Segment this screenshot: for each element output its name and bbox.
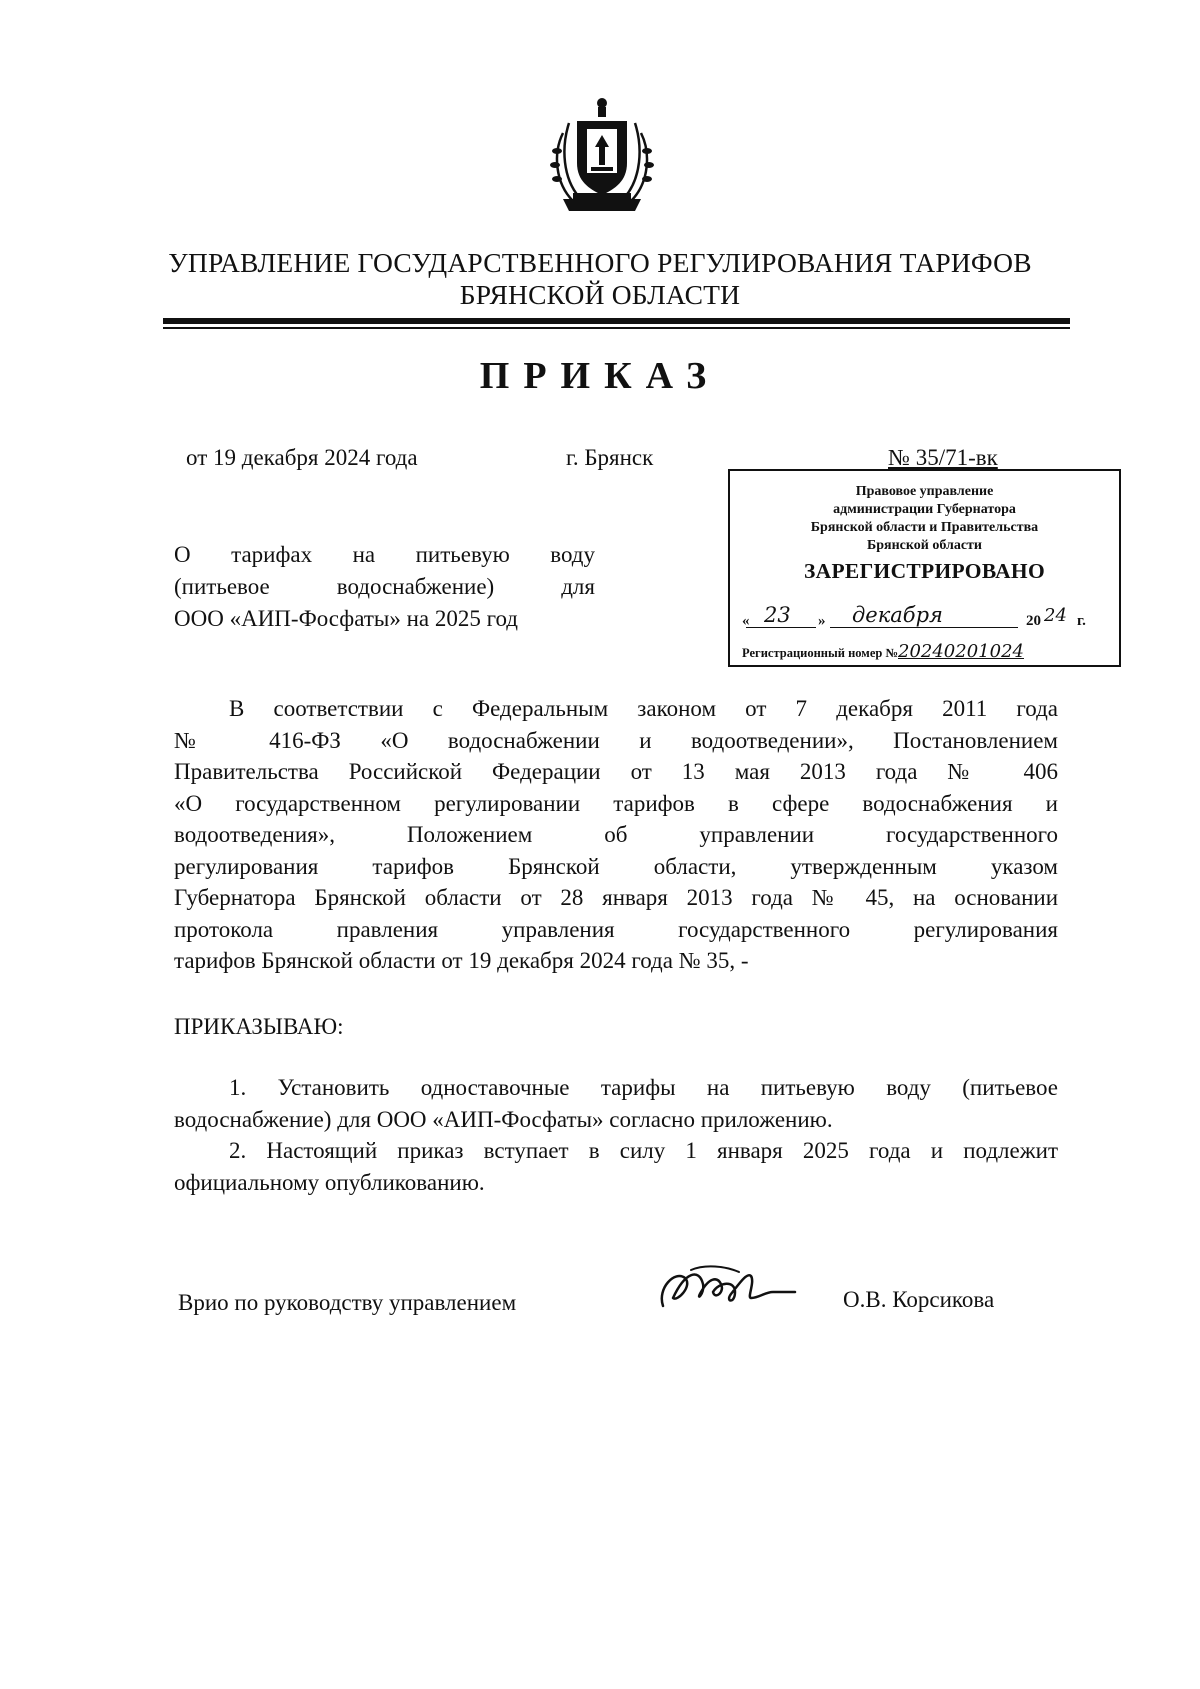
subject-line: О тарифах на питьевую воду	[174, 542, 595, 567]
document-city: г. Брянск	[566, 445, 654, 470]
stamp-reg-number: 20240201024	[898, 641, 1024, 662]
order-item-2	[174, 1135, 1058, 1198]
preamble-line: № 416-ФЗ «О водоснабжении и водоотведении», Постановлением	[174, 727, 1058, 753]
subject-line: (питьевое водоснабжение) для	[174, 574, 595, 599]
stamp-registration-number-line	[742, 641, 1116, 662]
preamble-line: В соответствии с Федеральным законом от 7 декабря 2011 года	[229, 696, 1058, 721]
preamble-line: тарифов Брянской области от 19 декабря 2024 года № 35, -	[174, 948, 749, 973]
handwritten-signature	[655, 1258, 805, 1318]
stamp-org-line: Брянской области	[866, 538, 982, 553]
stamp-organization	[730, 483, 1119, 555]
document-title: ПРИКАЗ	[479, 355, 721, 397]
preamble-line: «О государственном регулировании тарифов в сфере водоснабжения и	[174, 790, 1058, 816]
stamp-day: 23	[764, 603, 791, 627]
header-divider-thin	[163, 327, 1070, 329]
order-item-line: 2. Настоящий приказ вступает в силу 1 января 2025 года и подлежит	[229, 1138, 1058, 1163]
preamble-line: протокола правления управления государственного регулирования	[174, 916, 1058, 942]
stamp-date-line: « 23 » декабря 20 24 г.	[742, 603, 1086, 629]
preamble-line: регулирования тарифов Брянской области, утвержденным указом	[174, 853, 1058, 879]
signatory-name: О.В. Корсикова	[843, 1287, 995, 1312]
order-item-line: водоснабжение) для ООО «АИП-Фосфаты» согласно приложению.	[174, 1106, 833, 1132]
document-date: от 19 декабря 2024 года	[186, 445, 418, 470]
order-item-line: официальному опубликованию.	[174, 1169, 485, 1195]
preamble-line: водоотведения», Положением об управлении государственного	[174, 822, 1058, 847]
agency-name-line-2: БРЯНСКОЙ ОБЛАСТИ	[459, 279, 741, 310]
header-divider-thick	[163, 318, 1070, 324]
stamp-year-suffix: 24	[1044, 605, 1067, 626]
order-word: ПРИКАЗЫВАЮ:	[174, 1014, 344, 1039]
preamble-line: Правительства Российской Федерации от 13 мая 2013 года № 406	[174, 759, 1058, 784]
order-item-1	[174, 1072, 1058, 1135]
registration-stamp	[728, 469, 1121, 667]
preamble-paragraph	[174, 693, 1058, 977]
signatory-position: Врио по руководству управлением	[178, 1290, 517, 1315]
document-subject	[174, 539, 595, 635]
subject-line: ООО «АИП-Фосфаты» на 2025 год	[174, 606, 518, 631]
stamp-org-line: администрации Губернатора	[833, 502, 1016, 517]
stamp-reg-label: Регистрационный номер №	[742, 646, 898, 660]
order-item-line: 1. Установить одноставочные тарифы на питьевую воду (питьевое	[229, 1075, 1058, 1100]
stamp-year-end: г.	[1077, 613, 1086, 629]
coat-of-arms-icon	[543, 93, 661, 215]
document-number: № 35/71-вк	[888, 445, 998, 470]
stamp-month: декабря	[852, 603, 943, 627]
stamp-org-line: Брянской области и Правительства	[810, 520, 1039, 535]
stamp-org-line: Правовое управление	[855, 484, 994, 499]
preamble-line: Губернатора Брянской области от 28 января 2013 года № 45, на основании	[174, 885, 1058, 910]
stamp-year-prefix: 20	[1026, 613, 1041, 629]
agency-name-line-1: УПРАВЛЕНИЕ ГОСУДАРСТВЕННОГО РЕГУЛИРОВАНИЯ ТАРИФОВ	[168, 247, 1032, 278]
stamp-registered-label: ЗАРЕГИСТРИРОВАНО	[804, 559, 1045, 583]
